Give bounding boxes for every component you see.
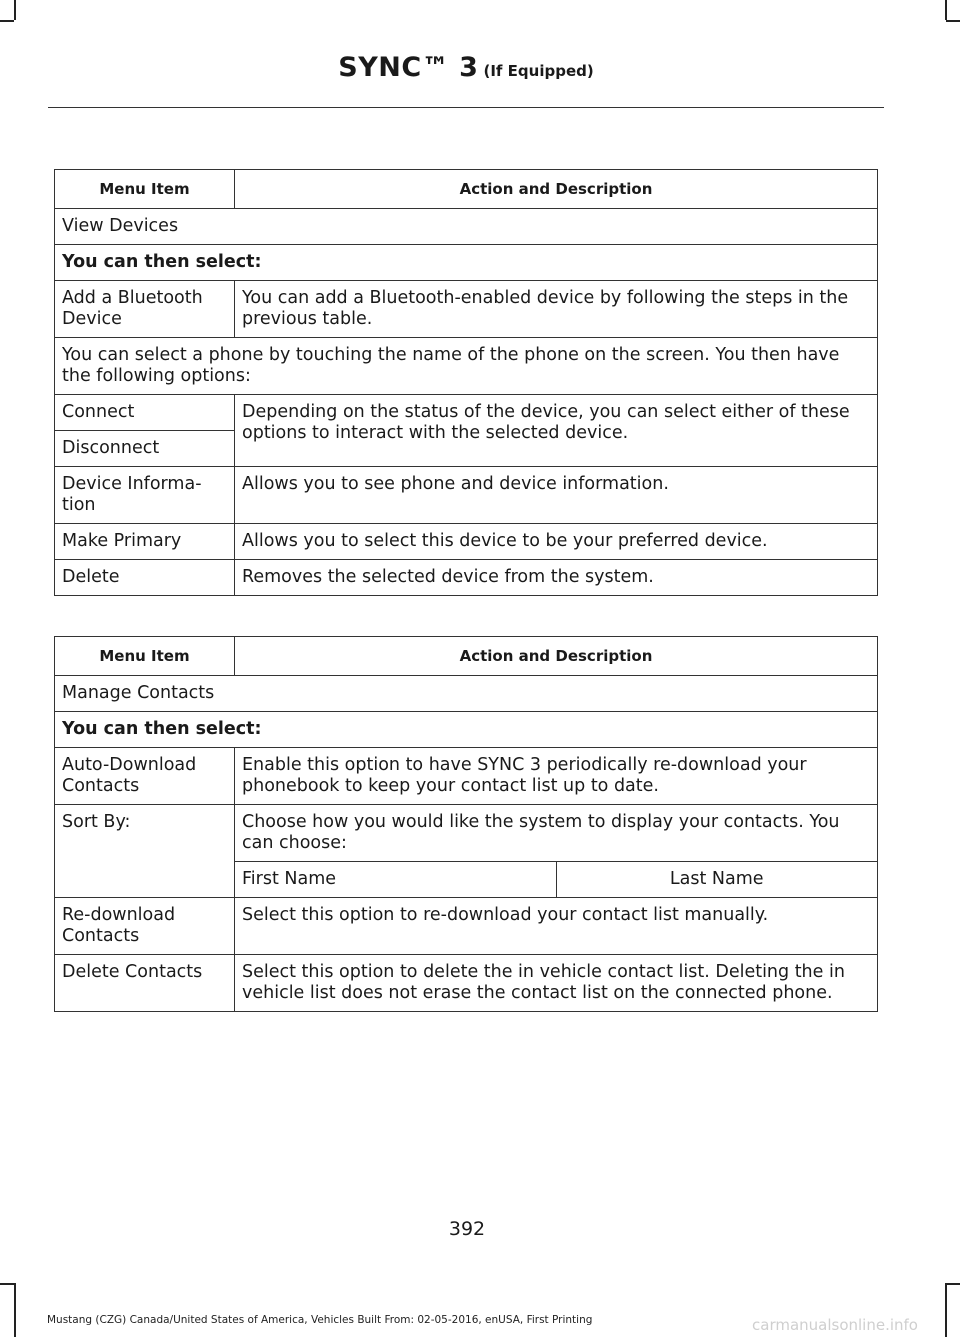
crop-mark (14, 1283, 16, 1337)
menu-item-cell: Re-download Contacts (55, 898, 235, 955)
note-cell: You can select a phone by touching the name of the phone on the screen. You then have the following options: (55, 338, 878, 395)
view-devices-cell: View Devices (55, 209, 878, 245)
description-cell: Choose how you would like the system to display your contacts. You can choose: (235, 805, 878, 862)
page-subtitle: (If Equipped) (483, 62, 594, 80)
header-menu-item: Menu Item (55, 637, 235, 676)
watermark: carmanualsonline.info (752, 1316, 918, 1334)
table-header-row (55, 637, 878, 676)
then-select-cell: You can then select: (55, 712, 878, 748)
crop-mark (946, 1283, 960, 1285)
contacts-table (54, 636, 878, 1012)
page-number: 392 (448, 1218, 486, 1240)
description-cell: You can add a Bluetooth-enabled device by following the steps in the previous table. (235, 281, 878, 338)
footer-text: Mustang (CZG) Canada/United States of America, Vehicles Built From: 02-05-2016, enUSA, First Printing (47, 1314, 593, 1326)
menu-item-cell: Delete (55, 560, 235, 596)
header-menu-item: Menu Item (55, 170, 235, 209)
menu-item-cell: Disconnect (55, 431, 235, 467)
table-row (55, 338, 878, 395)
description-cell: Enable this option to have SYNC 3 periodically re-download your phonebook to keep your contact list up to date. (235, 748, 878, 805)
table-row (55, 467, 878, 524)
menu-item-cell: Auto-Download Contacts (55, 748, 235, 805)
menu-item-cell: Device Informa-tion (55, 467, 235, 524)
table-row (55, 955, 878, 1012)
description-cell: Removes the selected device from the system. (235, 560, 878, 596)
crop-mark (0, 20, 14, 22)
description-cell: Select this option to re-download your contact list manually. (235, 898, 878, 955)
devices-table (54, 169, 878, 596)
crop-mark (945, 1283, 947, 1337)
table-row (55, 805, 878, 862)
table-row (55, 281, 878, 338)
table-row (55, 209, 878, 245)
table-row (55, 898, 878, 955)
table-row (55, 524, 878, 560)
table-row (55, 748, 878, 805)
description-cell: Depending on the status of the device, you can select either of these options to interact with the selected device. (235, 395, 878, 467)
table-row (55, 712, 878, 748)
table-row (55, 245, 878, 281)
table-row (55, 676, 878, 712)
menu-item-cell: Connect (55, 395, 235, 431)
header-action-description: Action and Description (235, 637, 878, 676)
header-action-description: Action and Description (235, 170, 878, 209)
sort-first-name-cell: First Name (235, 862, 557, 898)
crop-mark (945, 0, 947, 20)
page-title: SYNC™ 3 (338, 52, 479, 83)
menu-item-cell: Add a Bluetooth Device (55, 281, 235, 338)
manage-contacts-cell: Manage Contacts (55, 676, 878, 712)
table-row (55, 560, 878, 596)
then-select-cell: You can then select: (55, 245, 878, 281)
description-cell: Allows you to see phone and device information. (235, 467, 878, 524)
sort-last-name-cell: Last Name (556, 862, 878, 898)
crop-mark (14, 0, 16, 20)
page-header (48, 52, 884, 108)
menu-item-cell: Delete Contacts (55, 955, 235, 1012)
crop-mark (0, 1283, 14, 1285)
menu-item-cell: Sort By: (55, 805, 235, 898)
description-cell: Allows you to select this device to be your preferred device. (235, 524, 878, 560)
crop-mark (946, 20, 960, 22)
table-header-row (55, 170, 878, 209)
table-row (55, 395, 878, 431)
menu-item-cell: Make Primary (55, 524, 235, 560)
description-cell: Select this option to delete the in vehicle contact list. Deleting the in vehicle list does not erase the contact list on the connected phone. (235, 955, 878, 1012)
